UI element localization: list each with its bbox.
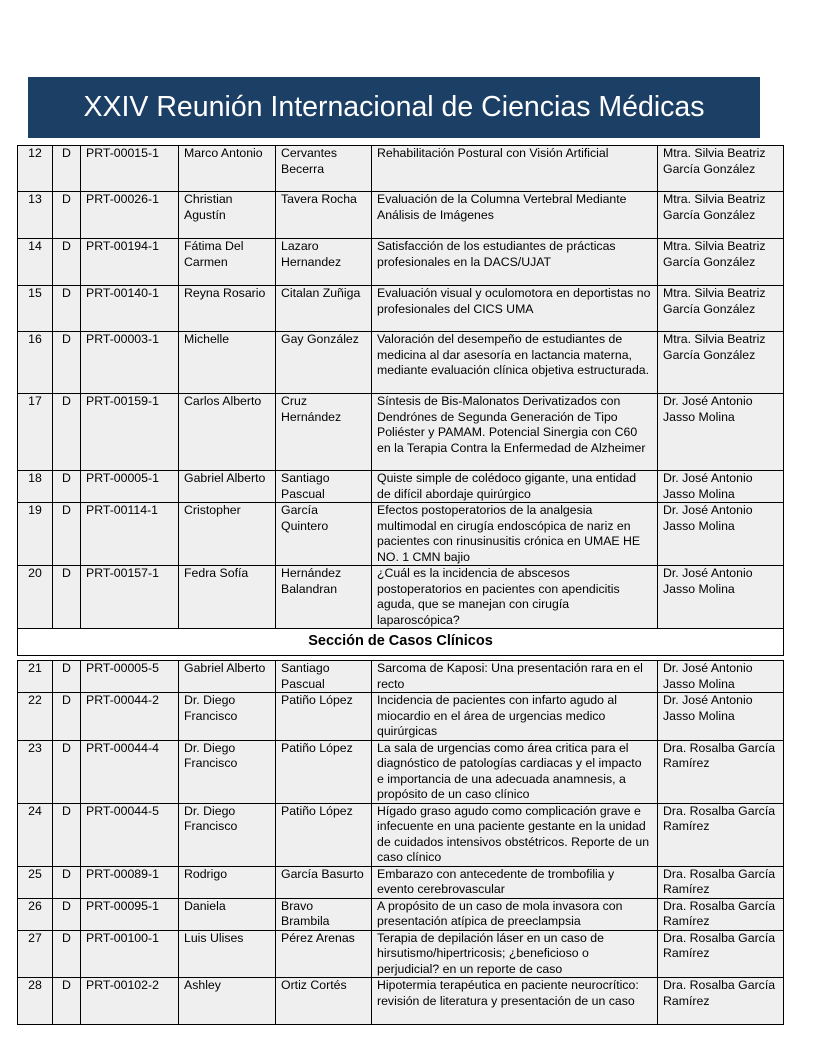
row-first-name: Gabriel Alberto [179, 661, 276, 693]
row-advisor: Mtra. Silvia Beatriz García González [658, 146, 784, 192]
row-last-name: García Basurto [276, 866, 372, 898]
row-group: D [53, 394, 81, 471]
row-last-name: Patiño López [276, 740, 372, 803]
row-last-name: Patiño López [276, 693, 372, 741]
row-first-name: Michelle [179, 332, 276, 394]
row-last-name: Tavera Rocha [276, 192, 372, 239]
row-group: D [53, 978, 81, 1025]
row-last-name: Citalan Zuñiga [276, 286, 372, 332]
row-group: D [53, 661, 81, 693]
row-advisor: Mtra. Silvia Beatriz García González [658, 332, 784, 394]
document-title: XXIV Reunión Internacional de Ciencias Médicas [83, 91, 705, 123]
row-advisor: Dra. Rosalba García Ramírez [658, 898, 784, 930]
row-title: Incidencia de pacientes con infarto agudo al miocardio en el área de urgencias medico quirúrgicas [372, 693, 658, 741]
row-title: Satisfacción de los estudiantes de prácticas profesionales en la DACS/UJAT [372, 239, 658, 286]
presentations-table [17, 145, 784, 1025]
row-first-name: Carlos Alberto [179, 394, 276, 471]
table-row [18, 803, 784, 866]
row-advisor: Dra. Rosalba García Ramírez [658, 930, 784, 978]
row-number: 16 [18, 332, 53, 394]
row-first-name: Dr. Diego Francisco [179, 740, 276, 803]
row-last-name: Gay González [276, 332, 372, 394]
table-row [18, 286, 784, 332]
row-code: PRT-00026-1 [81, 192, 179, 239]
row-title: Rehabilitación Postural con Visión Artificial [372, 146, 658, 192]
row-first-name: Reyna Rosario [179, 286, 276, 332]
row-number: 24 [18, 803, 53, 866]
row-number: 15 [18, 286, 53, 332]
row-last-name: Hernández Balandran [276, 566, 372, 629]
row-advisor: Dra. Rosalba García Ramírez [658, 740, 784, 803]
row-first-name: Fátima Del Carmen [179, 239, 276, 286]
row-last-name: Santiago Pascual [276, 661, 372, 693]
table-row [18, 566, 784, 629]
row-advisor: Dr. José Antonio Jasso Molina [658, 471, 784, 503]
row-advisor: Dr. José Antonio Jasso Molina [658, 661, 784, 693]
row-group: D [53, 503, 81, 566]
section-header-row [18, 629, 784, 656]
row-first-name: Marco Antonio [179, 146, 276, 192]
row-group: D [53, 803, 81, 866]
row-number: 22 [18, 693, 53, 741]
table-row [18, 661, 784, 693]
row-title: Evaluación visual y oculomotora en deportistas no profesionales del CICS UMA [372, 286, 658, 332]
row-advisor: Dra. Rosalba García Ramírez [658, 803, 784, 866]
row-last-name: Ortiz Cortés [276, 978, 372, 1025]
row-advisor: Dr. José Antonio Jasso Molina [658, 394, 784, 471]
row-number: 17 [18, 394, 53, 471]
table-row [18, 930, 784, 978]
row-title: Sarcoma de Kaposi: Una presentación rara en el recto [372, 661, 658, 693]
row-number: 21 [18, 661, 53, 693]
row-first-name: Gabriel Alberto [179, 471, 276, 503]
row-advisor: Dra. Rosalba García Ramírez [658, 866, 784, 898]
row-code: PRT-00089-1 [81, 866, 179, 898]
row-code: PRT-00157-1 [81, 566, 179, 629]
row-code: PRT-00194-1 [81, 239, 179, 286]
row-first-name: Rodrigo [179, 866, 276, 898]
row-last-name: Lazaro Hernandez [276, 239, 372, 286]
row-code: PRT-00100-1 [81, 930, 179, 978]
row-group: D [53, 930, 81, 978]
row-group: D [53, 693, 81, 741]
row-group: D [53, 566, 81, 629]
table-row [18, 503, 784, 566]
row-code: PRT-00140-1 [81, 286, 179, 332]
table-row [18, 146, 784, 192]
row-title: Hipotermia terapéutica en paciente neurocrítico: revisión de literatura y presentación de un caso [372, 978, 658, 1025]
row-title: Evaluación de la Columna Vertebral Mediante Análisis de Imágenes [372, 192, 658, 239]
row-title: Hígado graso agudo como complicación grave e infecuente en una paciente gestante en la unidad de cuidados intensivos obstétricos. Reporte de un caso clínico [372, 803, 658, 866]
row-number: 23 [18, 740, 53, 803]
row-code: PRT-00114-1 [81, 503, 179, 566]
row-title: Embarazo con antecedente de trombofilia y evento cerebrovascular [372, 866, 658, 898]
row-group: D [53, 866, 81, 898]
row-advisor: Dra. Rosalba García Ramírez [658, 978, 784, 1025]
table-row [18, 898, 784, 930]
row-title: Quiste simple de colédoco gigante, una entidad de difícil abordaje quirúrgico [372, 471, 658, 503]
row-last-name: Cervantes Becerra [276, 146, 372, 192]
row-code: PRT-00102-2 [81, 978, 179, 1025]
section-title: Sección de Casos Clínicos [18, 629, 784, 656]
row-first-name: Dr. Diego Francisco [179, 693, 276, 741]
row-group: D [53, 471, 81, 503]
table-row [18, 239, 784, 286]
row-title: Terapia de depilación láser en un caso de hirsutismo/hipertricosis; ¿beneficioso o perjudicial? en un reporte de caso [372, 930, 658, 978]
row-advisor: Dr. José Antonio Jasso Molina [658, 693, 784, 741]
row-first-name: Christian Agustín [179, 192, 276, 239]
row-code: PRT-00044-5 [81, 803, 179, 866]
row-number: 27 [18, 930, 53, 978]
row-code: PRT-00003-1 [81, 332, 179, 394]
row-group: D [53, 286, 81, 332]
table-row [18, 978, 784, 1025]
row-title: Síntesis de Bis-Malonatos Derivatizados con Dendrónes de Segunda Generación de Tipo Poliéster y PAMAM. Potencial Sinergia con C60 en la Terapia Contra la Enfermedad de Alzheimer [372, 394, 658, 471]
row-code: PRT-00095-1 [81, 898, 179, 930]
table-row [18, 693, 784, 741]
row-last-name: Cruz Hernández [276, 394, 372, 471]
row-code: PRT-00044-4 [81, 740, 179, 803]
row-code: PRT-00005-5 [81, 661, 179, 693]
row-group: D [53, 146, 81, 192]
document-title-banner [28, 77, 760, 138]
table-row [18, 192, 784, 239]
row-last-name: Bravo Brambila [276, 898, 372, 930]
row-advisor: Mtra. Silvia Beatriz García González [658, 192, 784, 239]
row-title: La sala de urgencias como área critica para el diagnóstico de patologías cardiacas y el impacto e importancia de una adecuada anamnesis, a propósito de un caso clínico [372, 740, 658, 803]
row-number: 13 [18, 192, 53, 239]
row-number: 19 [18, 503, 53, 566]
row-title: A propósito de un caso de mola invasora con presentación atípica de preeclampsia [372, 898, 658, 930]
row-group: D [53, 332, 81, 394]
row-first-name: Luis Ulises [179, 930, 276, 978]
row-number: 20 [18, 566, 53, 629]
row-number: 28 [18, 978, 53, 1025]
row-last-name: García Quintero [276, 503, 372, 566]
table-row [18, 866, 784, 898]
row-group: D [53, 898, 81, 930]
row-code: PRT-00015-1 [81, 146, 179, 192]
row-last-name: Patiño López [276, 803, 372, 866]
row-advisor: Dr. José Antonio Jasso Molina [658, 566, 784, 629]
row-title: Efectos postoperatorios de la analgesia multimodal en cirugía endoscópica de nariz en pacientes con rinusinusitis crónica en UMAE HE NO. 1 CMN bajio [372, 503, 658, 566]
row-first-name: Fedra Sofía [179, 566, 276, 629]
row-last-name: Santiago Pascual [276, 471, 372, 503]
row-last-name: Pérez Arenas [276, 930, 372, 978]
row-number: 25 [18, 866, 53, 898]
table-row [18, 332, 784, 394]
row-group: D [53, 192, 81, 239]
row-code: PRT-00044-2 [81, 693, 179, 741]
row-first-name: Cristopher [179, 503, 276, 566]
row-number: 14 [18, 239, 53, 286]
row-first-name: Daniela [179, 898, 276, 930]
row-title: Valoración del desempeño de estudiantes de medicina al dar asesoría en lactancia materna, mediante evaluación clínica objetiva estructurada. [372, 332, 658, 394]
table-row [18, 394, 784, 471]
row-advisor: Dr. José Antonio Jasso Molina [658, 503, 784, 566]
row-number: 12 [18, 146, 53, 192]
table-row [18, 471, 784, 503]
row-first-name: Ashley [179, 978, 276, 1025]
table-row [18, 740, 784, 803]
row-first-name: Dr. Diego Francisco [179, 803, 276, 866]
row-advisor: Mtra. Silvia Beatriz García González [658, 286, 784, 332]
row-number: 26 [18, 898, 53, 930]
row-group: D [53, 239, 81, 286]
row-code: PRT-00159-1 [81, 394, 179, 471]
row-group: D [53, 740, 81, 803]
row-title: ¿Cuál es la incidencia de abscesos postoperatorios en pacientes con apendicitis aguda, que se manejan con cirugía laparoscópica? [372, 566, 658, 629]
row-number: 18 [18, 471, 53, 503]
row-advisor: Mtra. Silvia Beatriz García González [658, 239, 784, 286]
row-code: PRT-00005-1 [81, 471, 179, 503]
